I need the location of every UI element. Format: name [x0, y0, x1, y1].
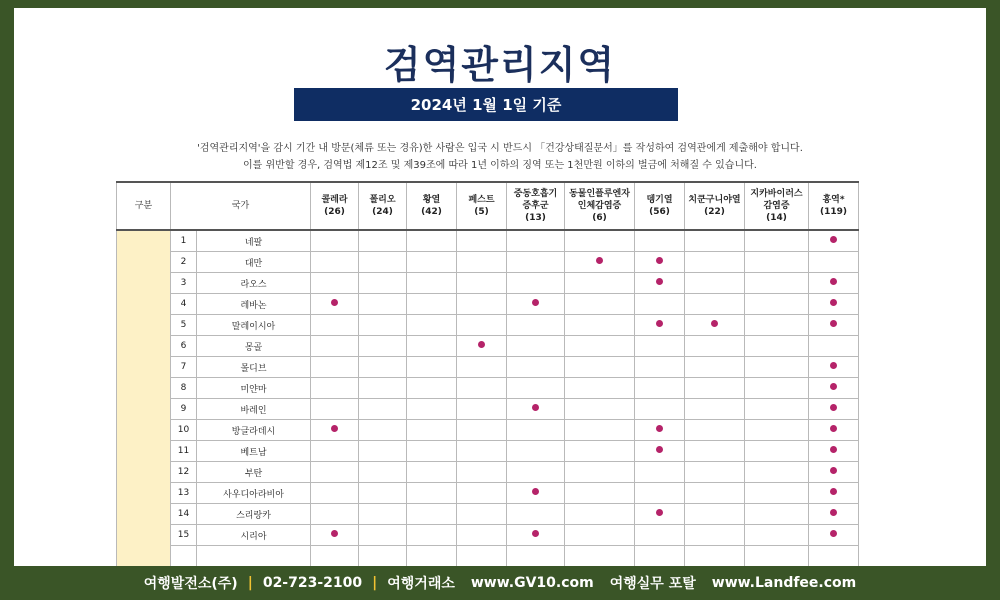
- table-row: [117, 378, 859, 399]
- mark-dot-icon: [830, 299, 837, 306]
- row-number: 1: [171, 230, 197, 252]
- mark-dot-icon: [656, 320, 663, 327]
- country-name: 방글라데시: [197, 420, 311, 441]
- mark-dot-icon: [532, 530, 539, 537]
- table-row: [117, 230, 859, 252]
- mark-dot-icon: [656, 257, 663, 264]
- disease-cell: [635, 378, 685, 399]
- disease-cell: [407, 504, 457, 525]
- mark-dot-icon: [532, 299, 539, 306]
- disease-cell: [809, 336, 859, 357]
- disease-cell: [457, 441, 507, 462]
- disease-cell: [635, 462, 685, 483]
- disease-cell: [635, 420, 685, 441]
- mark-dot-icon: [532, 488, 539, 495]
- disease-cell: [507, 315, 565, 336]
- disease-cell: [507, 294, 565, 315]
- header-country: 국가: [171, 182, 311, 230]
- country-name: [197, 546, 311, 567]
- country-name: 미얀마: [197, 378, 311, 399]
- disease-cell: [311, 357, 359, 378]
- footer-company: 여행발전소(주): [143, 576, 238, 592]
- header-mers: 중동호흡기 증후군 (13): [507, 182, 565, 230]
- disease-cell: [457, 252, 507, 273]
- disease-cell: [685, 483, 745, 504]
- disease-cell: [635, 525, 685, 546]
- mark-dot-icon: [830, 467, 837, 474]
- country-name: 대만: [197, 252, 311, 273]
- quarantine-table: [116, 181, 859, 566]
- disease-cell: [745, 399, 809, 420]
- footer-bar: [0, 566, 1000, 600]
- disease-cell: [407, 357, 457, 378]
- disease-cell: [685, 357, 745, 378]
- table-row: [117, 399, 859, 420]
- row-number: 2: [171, 252, 197, 273]
- disease-cell: [635, 230, 685, 252]
- disease-cell: [359, 294, 407, 315]
- table-row: [117, 546, 859, 567]
- disease-cell: [685, 462, 745, 483]
- disease-cell: [685, 230, 745, 252]
- row-number: 15: [171, 525, 197, 546]
- table-row: [117, 483, 859, 504]
- disease-cell: [685, 252, 745, 273]
- disease-cell: [809, 294, 859, 315]
- country-name: 레바논: [197, 294, 311, 315]
- disease-cell: [359, 315, 407, 336]
- footer-site-gv10: www.GV10.com: [470, 575, 594, 591]
- row-number: 13: [171, 483, 197, 504]
- disease-cell: [359, 546, 407, 567]
- disease-cell: [311, 252, 359, 273]
- disease-cell: [809, 399, 859, 420]
- disease-cell: [565, 420, 635, 441]
- row-number: [171, 546, 197, 567]
- disease-cell: [359, 462, 407, 483]
- notice-line-1: '검역관리지역'을 감시 기간 내 방문(체류 또는 경유)한 사람은 입국 시 반드시 「건강상태질문서」를 작성하여 검역관에게 제출해야 합니다.: [197, 143, 803, 154]
- table-row: [117, 504, 859, 525]
- disease-cell: [685, 315, 745, 336]
- disease-cell: [407, 294, 457, 315]
- disease-cell: [565, 230, 635, 252]
- disease-cell: [407, 273, 457, 294]
- disease-cell: [457, 357, 507, 378]
- country-name: 사우디아라비아: [197, 483, 311, 504]
- disease-cell: [565, 546, 635, 567]
- disease-cell: [507, 546, 565, 567]
- disease-cell: [507, 441, 565, 462]
- disease-cell: [457, 336, 507, 357]
- mark-dot-icon: [830, 530, 837, 537]
- disease-cell: [745, 483, 809, 504]
- country-name: 시리아: [197, 525, 311, 546]
- page-title: 검역관리지역: [383, 43, 617, 87]
- disease-cell: [311, 483, 359, 504]
- mark-dot-icon: [830, 362, 837, 369]
- row-number: 3: [171, 273, 197, 294]
- disease-cell: [745, 273, 809, 294]
- disease-cell: [359, 420, 407, 441]
- disease-cell: [311, 546, 359, 567]
- row-number: 14: [171, 504, 197, 525]
- row-number: 4: [171, 294, 197, 315]
- disease-cell: [311, 462, 359, 483]
- disease-cell: [457, 230, 507, 252]
- disease-cell: [359, 504, 407, 525]
- disease-cell: [809, 273, 859, 294]
- footer-phone: 02-723-2100: [262, 575, 363, 591]
- country-name: 바레인: [197, 399, 311, 420]
- disease-cell: [457, 399, 507, 420]
- disease-cell: [311, 273, 359, 294]
- disease-cell: [745, 315, 809, 336]
- table-row: [117, 336, 859, 357]
- footer-label-portal: 여행실무 포탈: [609, 576, 696, 592]
- table-row: [117, 273, 859, 294]
- disease-cell: [809, 441, 859, 462]
- country-name: 네팔: [197, 230, 311, 252]
- disease-cell: [457, 294, 507, 315]
- disease-cell: [311, 230, 359, 252]
- disease-cell: [565, 336, 635, 357]
- disease-cell: [311, 441, 359, 462]
- mark-dot-icon: [830, 320, 837, 327]
- disease-cell: [359, 399, 407, 420]
- disease-cell: [565, 273, 635, 294]
- table-row: [117, 420, 859, 441]
- disease-cell: [635, 483, 685, 504]
- country-name: 스리랑카: [197, 504, 311, 525]
- header-cholera: 콜레라 (26): [311, 182, 359, 230]
- country-name: 말레이시아: [197, 315, 311, 336]
- disease-cell: [457, 504, 507, 525]
- disease-cell: [809, 420, 859, 441]
- mark-dot-icon: [331, 530, 338, 537]
- disease-cell: [809, 357, 859, 378]
- disease-cell: [507, 336, 565, 357]
- footer-separator: |: [372, 575, 378, 591]
- mark-dot-icon: [830, 278, 837, 285]
- table-row: [117, 252, 859, 273]
- disease-cell: [685, 399, 745, 420]
- disease-cell: [407, 336, 457, 357]
- disease-cell: [809, 230, 859, 252]
- country-name: 베트남: [197, 441, 311, 462]
- disease-cell: [311, 525, 359, 546]
- disease-cell: [359, 336, 407, 357]
- disease-cell: [311, 378, 359, 399]
- disease-cell: [359, 525, 407, 546]
- disease-cell: [685, 441, 745, 462]
- header-measles: 홍역* (119): [809, 182, 859, 230]
- disease-cell: [635, 504, 685, 525]
- disease-cell: [507, 462, 565, 483]
- disease-cell: [745, 336, 809, 357]
- row-number: 6: [171, 336, 197, 357]
- disease-cell: [565, 504, 635, 525]
- mark-dot-icon: [830, 509, 837, 516]
- disease-cell: [507, 378, 565, 399]
- disease-cell: [407, 546, 457, 567]
- table-row: [117, 315, 859, 336]
- table-row: [117, 294, 859, 315]
- disease-cell: [565, 252, 635, 273]
- mark-dot-icon: [656, 278, 663, 285]
- disease-cell: [359, 252, 407, 273]
- disease-cell: [565, 294, 635, 315]
- mark-dot-icon: [331, 425, 338, 432]
- disease-cell: [407, 420, 457, 441]
- country-name: 라오스: [197, 273, 311, 294]
- mark-dot-icon: [711, 320, 718, 327]
- table-header-row: [117, 182, 859, 230]
- disease-cell: [565, 525, 635, 546]
- mark-dot-icon: [478, 341, 485, 348]
- header-avian-influenza: 동물인플루엔자 인체감염증 (6): [565, 182, 635, 230]
- table-row: [117, 357, 859, 378]
- country-name: 몽골: [197, 336, 311, 357]
- disease-cell: [359, 483, 407, 504]
- table-row: [117, 441, 859, 462]
- disease-cell: [407, 441, 457, 462]
- disease-cell: [565, 378, 635, 399]
- mark-dot-icon: [596, 257, 603, 264]
- disease-cell: [745, 504, 809, 525]
- disease-cell: [635, 336, 685, 357]
- disease-cell: [635, 252, 685, 273]
- mark-dot-icon: [656, 425, 663, 432]
- disease-cell: [565, 441, 635, 462]
- disease-cell: [359, 357, 407, 378]
- mark-dot-icon: [331, 299, 338, 306]
- mark-dot-icon: [656, 509, 663, 516]
- disease-cell: [809, 315, 859, 336]
- disease-cell: [565, 483, 635, 504]
- header-chikungunya: 치쿤구니야열 (22): [685, 182, 745, 230]
- category-cell: [117, 230, 171, 566]
- disease-cell: [809, 378, 859, 399]
- disease-cell: [685, 294, 745, 315]
- footer-site-landfee: www.Landfee.com: [711, 575, 857, 591]
- disease-cell: [685, 273, 745, 294]
- disease-cell: [685, 525, 745, 546]
- disease-cell: [407, 230, 457, 252]
- disease-cell: [635, 357, 685, 378]
- disease-cell: [507, 273, 565, 294]
- disease-cell: [507, 504, 565, 525]
- header-polio: 폴리오 (24): [359, 182, 407, 230]
- disease-cell: [457, 546, 507, 567]
- disease-cell: [507, 525, 565, 546]
- mark-dot-icon: [656, 446, 663, 453]
- country-name: 부탄: [197, 462, 311, 483]
- row-number: 7: [171, 357, 197, 378]
- disease-cell: [507, 252, 565, 273]
- disease-cell: [745, 462, 809, 483]
- disease-cell: [809, 546, 859, 567]
- table-row: [117, 462, 859, 483]
- disease-cell: [745, 230, 809, 252]
- date-banner: 2024년 1월 1일 기준: [294, 88, 678, 121]
- disease-cell: [565, 462, 635, 483]
- disease-cell: [635, 294, 685, 315]
- disease-cell: [635, 546, 685, 567]
- disease-cell: [407, 315, 457, 336]
- disease-cell: [565, 357, 635, 378]
- disease-cell: [457, 420, 507, 441]
- disease-cell: [407, 252, 457, 273]
- disease-cell: [809, 252, 859, 273]
- footer-separator: |: [247, 575, 253, 591]
- disease-cell: [407, 483, 457, 504]
- mark-dot-icon: [830, 383, 837, 390]
- disease-cell: [565, 399, 635, 420]
- disease-cell: [745, 441, 809, 462]
- disease-cell: [809, 462, 859, 483]
- notice-line-2: 이를 위반할 경우, 검역법 제12조 및 제39조에 따라 1년 이하의 징역 또는 1천만원 이하의 벌금에 처해질 수 있습니다.: [243, 160, 757, 171]
- disease-cell: [311, 399, 359, 420]
- disease-cell: [457, 315, 507, 336]
- disease-cell: [635, 441, 685, 462]
- disease-cell: [507, 483, 565, 504]
- mark-dot-icon: [830, 425, 837, 432]
- mark-dot-icon: [830, 446, 837, 453]
- disease-cell: [457, 378, 507, 399]
- disease-cell: [685, 504, 745, 525]
- disease-cell: [685, 378, 745, 399]
- disease-cell: [311, 315, 359, 336]
- table-row: [117, 525, 859, 546]
- row-number: 12: [171, 462, 197, 483]
- disease-cell: [685, 420, 745, 441]
- disease-cell: [635, 315, 685, 336]
- header-plague: 페스트 (5): [457, 182, 507, 230]
- mark-dot-icon: [830, 488, 837, 495]
- disease-cell: [457, 525, 507, 546]
- disease-cell: [745, 546, 809, 567]
- row-number: 10: [171, 420, 197, 441]
- disease-cell: [635, 399, 685, 420]
- disease-cell: [407, 378, 457, 399]
- header-yellow-fever: 황열 (42): [407, 182, 457, 230]
- header-dengue: 뎅기열 (56): [635, 182, 685, 230]
- row-number: 5: [171, 315, 197, 336]
- disease-cell: [809, 504, 859, 525]
- header-zika: 지카바이러스 감염증 (14): [745, 182, 809, 230]
- mark-dot-icon: [830, 404, 837, 411]
- disease-cell: [745, 378, 809, 399]
- disease-cell: [507, 357, 565, 378]
- disease-cell: [507, 420, 565, 441]
- country-name: 몰디브: [197, 357, 311, 378]
- mark-dot-icon: [532, 404, 539, 411]
- row-number: 11: [171, 441, 197, 462]
- disease-cell: [809, 525, 859, 546]
- disease-cell: [311, 336, 359, 357]
- disease-cell: [407, 462, 457, 483]
- disease-cell: [745, 357, 809, 378]
- disease-cell: [685, 546, 745, 567]
- footer-label-exchange: 여행거래소: [387, 576, 455, 592]
- disease-cell: [507, 230, 565, 252]
- document-sheet: [14, 8, 986, 566]
- disease-cell: [407, 525, 457, 546]
- disease-cell: [359, 441, 407, 462]
- disease-cell: [311, 294, 359, 315]
- disease-cell: [745, 252, 809, 273]
- disease-cell: [745, 525, 809, 546]
- disease-cell: [359, 273, 407, 294]
- mark-dot-icon: [830, 236, 837, 243]
- row-number: 9: [171, 399, 197, 420]
- header-category: 구분: [117, 182, 171, 230]
- table-body: [117, 230, 859, 566]
- disease-cell: [457, 462, 507, 483]
- disease-cell: [745, 420, 809, 441]
- disease-cell: [457, 273, 507, 294]
- disease-cell: [809, 483, 859, 504]
- disease-cell: [635, 273, 685, 294]
- disease-cell: [311, 504, 359, 525]
- disease-cell: [359, 378, 407, 399]
- disease-cell: [311, 420, 359, 441]
- disease-cell: [359, 230, 407, 252]
- disease-cell: [745, 294, 809, 315]
- row-number: 8: [171, 378, 197, 399]
- disease-cell: [685, 336, 745, 357]
- disease-cell: [407, 399, 457, 420]
- disease-cell: [457, 483, 507, 504]
- disease-cell: [507, 399, 565, 420]
- disease-cell: [565, 315, 635, 336]
